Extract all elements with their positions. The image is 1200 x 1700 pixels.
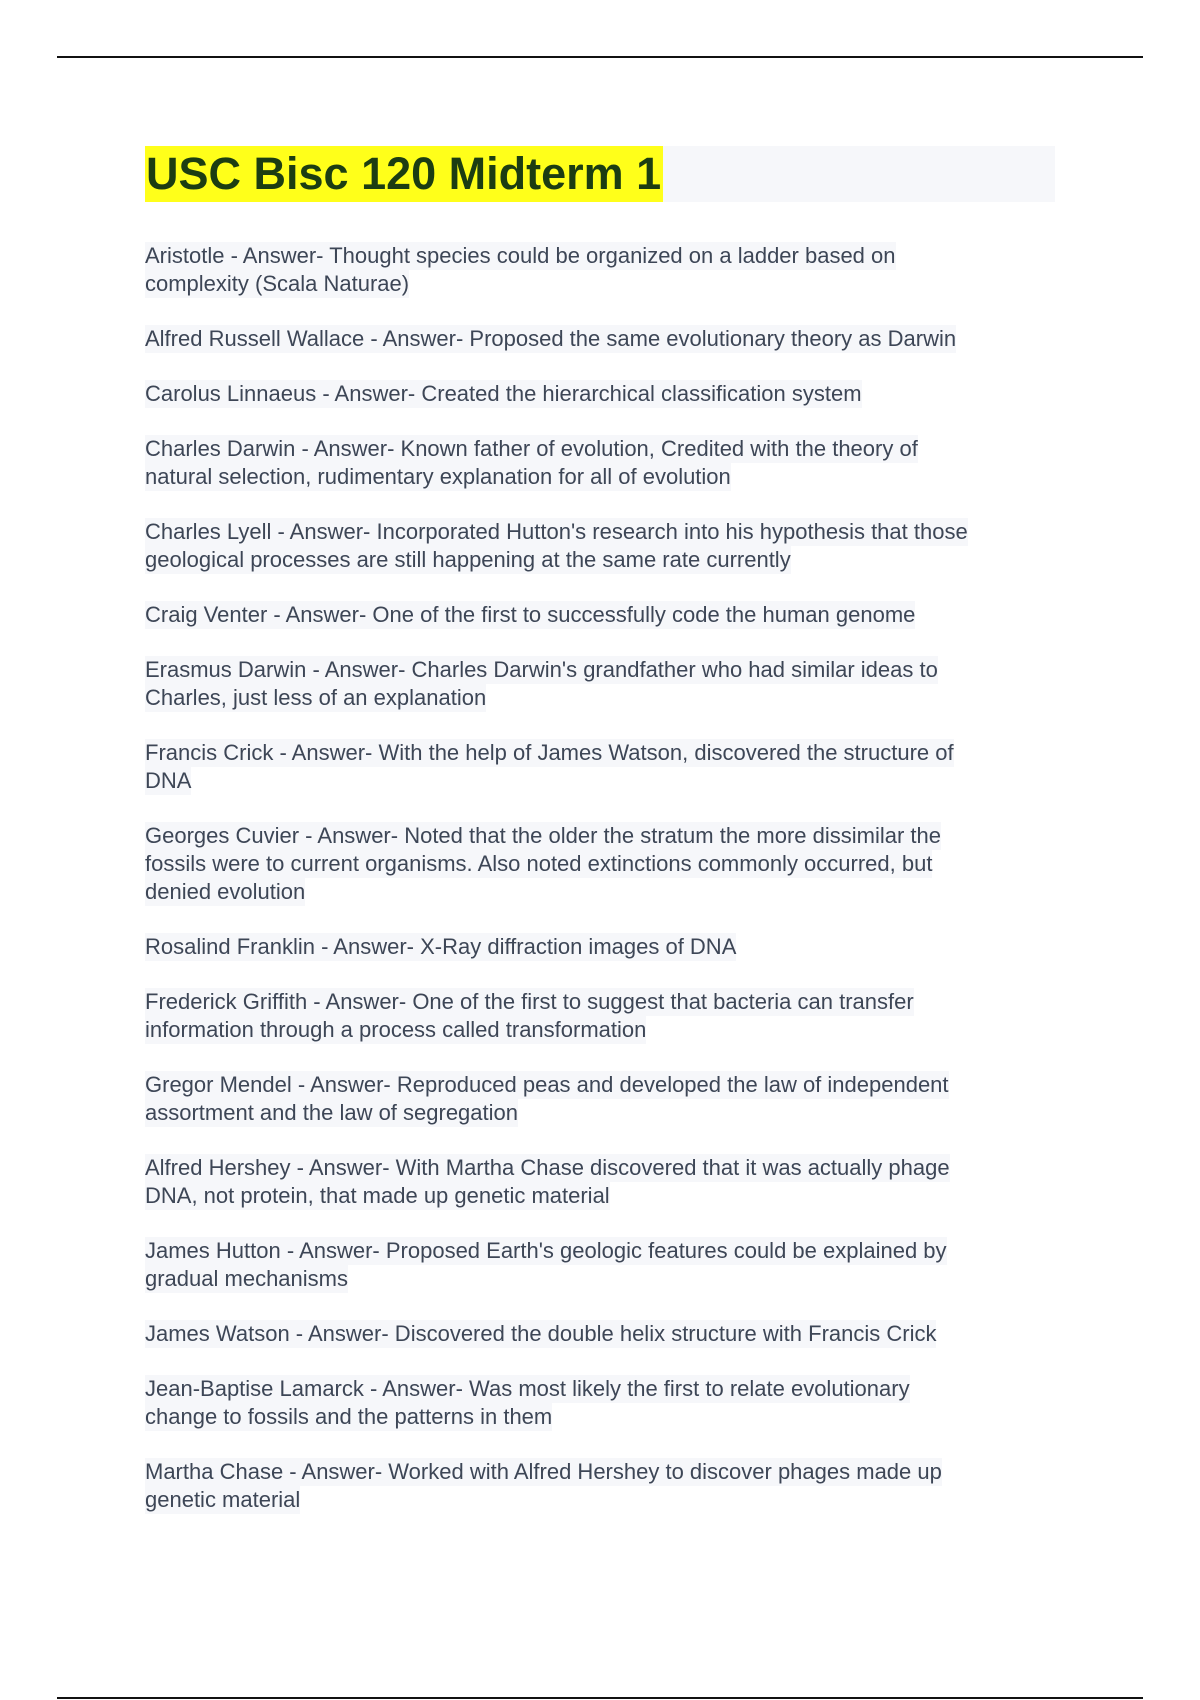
document-title: USC Bisc 120 Midterm 1 [145,146,663,202]
entry-line: complexity (Scala Naturae) [145,271,410,296]
entry-line: James Hutton - Answer- Proposed Earth's geologic features could be explained by [145,1238,947,1263]
entry-list [145,242,1055,1514]
entry-line: Charles, just less of an explanation [145,685,487,710]
flashcard-entry [145,1154,1055,1210]
flashcard-entry [145,325,1055,353]
entry-line: Alfred Russell Wallace - Answer- Proposed the same evolutionary theory as Darwin [145,326,957,351]
flashcard-entry [145,739,1055,795]
entry-line: fossils were to current organisms. Also noted extinctions commonly occurred, but [145,851,933,876]
entry-line: natural selection, rudimentary explanation for all of evolution [145,464,731,489]
entry-line: genetic material [145,1487,301,1512]
flashcard-entry [145,601,1055,629]
entry-line: James Watson - Answer- Discovered the double helix structure with Francis Crick [145,1321,937,1346]
flashcard-entry [145,656,1055,712]
entry-line: Gregor Mendel - Answer- Reproduced peas and developed the law of independent [145,1072,949,1097]
flashcard-entry [145,933,1055,961]
entry-line: Alfred Hershey - Answer- With Martha Chase discovered that it was actually phage [145,1155,950,1180]
title-band [145,146,1055,202]
entry-line: Carolus Linnaeus - Answer- Created the hierarchical classification system [145,381,862,406]
flashcard-entry [145,518,1055,574]
entry-line: DNA, not protein, that made up genetic material [145,1183,610,1208]
entry-line: information through a process called transformation [145,1017,647,1042]
flashcard-entry [145,242,1055,298]
entry-line: Craig Venter - Answer- One of the first to successfully code the human genome [145,602,916,627]
flashcard-entry [145,1375,1055,1431]
entry-line: Frederick Griffith - Answer- One of the first to suggest that bacteria can transfer [145,989,914,1014]
flashcard-entry [145,1071,1055,1127]
flashcard-entry [145,435,1055,491]
flashcard-entry [145,1320,1055,1348]
entry-line: Erasmus Darwin - Answer- Charles Darwin's grandfather who had similar ideas to [145,657,938,682]
entry-line: change to fossils and the patterns in them [145,1404,553,1429]
entry-line: Aristotle - Answer- Thought species could be organized on a ladder based on [145,243,896,268]
entry-line: Jean-Baptise Lamarck - Answer- Was most likely the first to relate evolutionary [145,1376,910,1401]
entry-line: Francis Crick - Answer- With the help of James Watson, discovered the structure of [145,740,954,765]
flashcard-entry [145,1237,1055,1293]
entry-line: assortment and the law of segregation [145,1100,519,1125]
entry-line: Georges Cuvier - Answer- Noted that the older the stratum the more dissimilar the [145,823,942,848]
entry-line: Charles Lyell - Answer- Incorporated Hutton's research into his hypothesis that those [145,519,968,544]
flashcard-entry [145,380,1055,408]
entry-line: denied evolution [145,879,306,904]
flashcard-entry [145,988,1055,1044]
entry-line: geological processes are still happening at the same rate currently [145,547,791,572]
flashcard-entry [145,1458,1055,1514]
bottom-rule [57,1697,1143,1699]
entry-line: DNA [145,768,192,793]
entry-line: Charles Darwin - Answer- Known father of evolution, Credited with the theory of [145,436,918,461]
entry-line: Martha Chase - Answer- Worked with Alfred Hershey to discover phages made up [145,1459,942,1484]
flashcard-entry [145,822,1055,906]
document-content [145,146,1055,1541]
entry-line: gradual mechanisms [145,1266,348,1291]
entry-line: Rosalind Franklin - Answer- X-Ray diffraction images of DNA [145,934,737,959]
top-rule [57,56,1143,58]
